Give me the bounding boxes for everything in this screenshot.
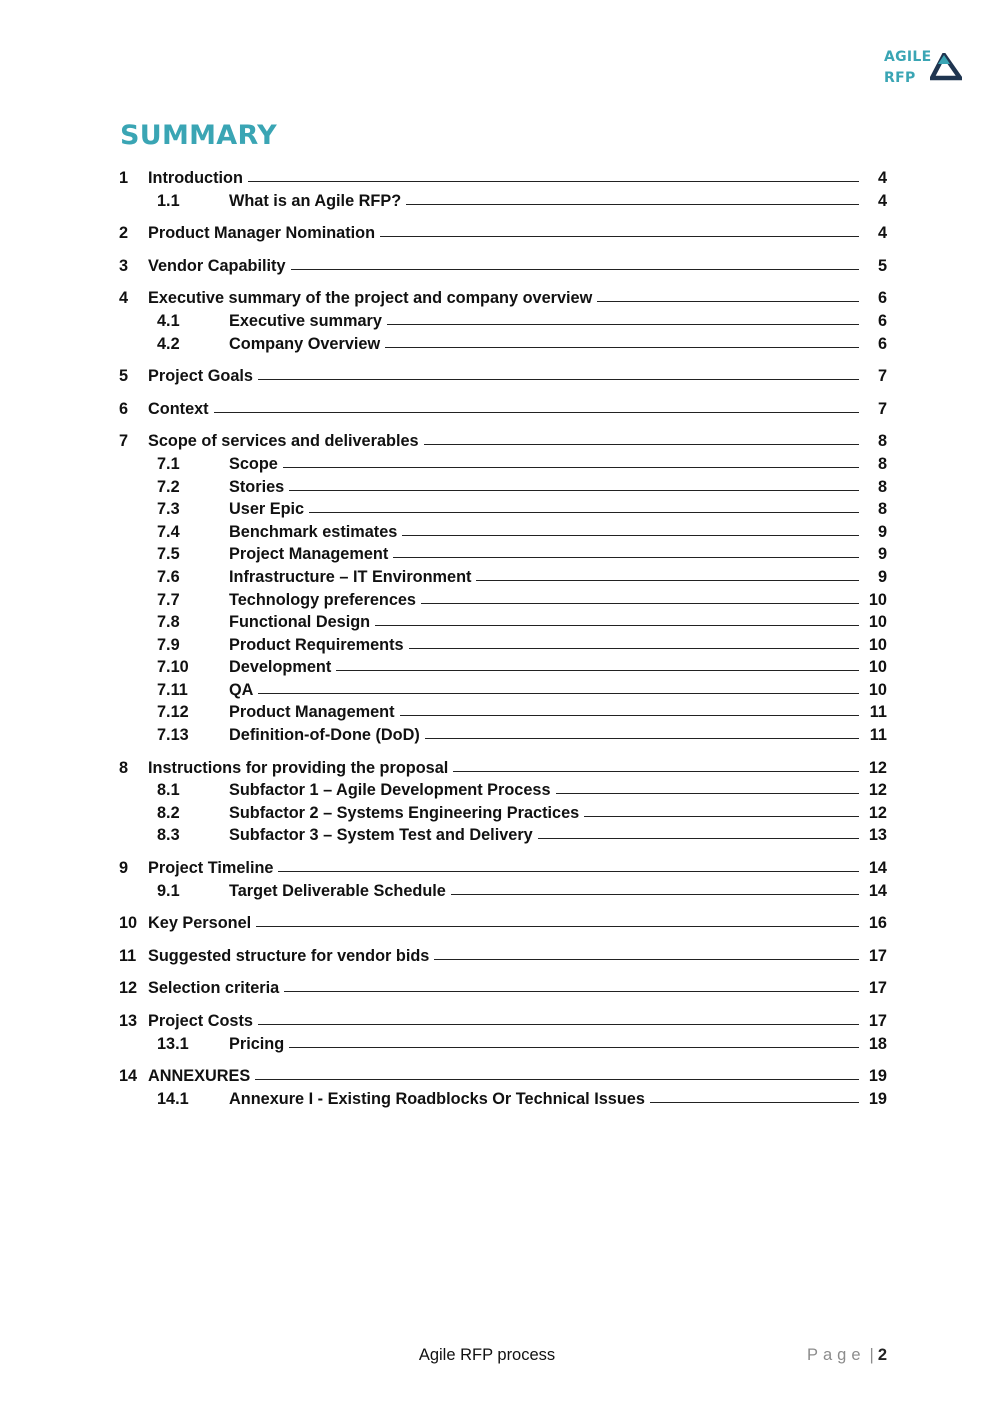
toc-leader-line	[584, 816, 859, 817]
toc-subentry[interactable]	[119, 476, 887, 499]
toc-entry-label: User Epic	[229, 500, 305, 519]
footer-document-title: Agile RFP process	[418, 1346, 556, 1364]
footer-page-number: 2	[877, 1346, 887, 1364]
toc-entry-label: Instructions for providing the proposal	[148, 758, 449, 777]
toc-entry-page: 12	[868, 781, 887, 800]
toc-entry-label: Selection criteria	[148, 979, 280, 998]
toc-leader-line	[400, 715, 859, 716]
toc-entry-page: 14	[868, 881, 887, 900]
toc-entry-number: 8.3	[157, 826, 180, 845]
toc-entry-label: Executive summary	[229, 311, 382, 330]
toc-entry-label: Functional Design	[229, 613, 371, 632]
toc-subentry[interactable]	[119, 453, 887, 476]
toc-leader-line	[650, 1102, 859, 1103]
toc-entry-label: Stories	[229, 477, 285, 496]
toc-entry-page: 4	[877, 224, 887, 243]
toc-entry-number: 7.11	[157, 680, 188, 699]
toc-entry-label: Subfactor 2 – Systems Engineering Practices	[229, 803, 580, 822]
toc-leader-line	[434, 959, 859, 960]
toc-entry-page: 13	[868, 826, 887, 845]
toc-subentry[interactable]	[119, 656, 887, 679]
toc-entry-number: 14.1	[157, 1089, 189, 1108]
toc-entry-label: Annexure I - Existing Roadblocks Or Technical Issues	[229, 1089, 645, 1108]
toc-entry-page: 8	[877, 432, 887, 451]
toc-subentry[interactable]	[119, 679, 887, 702]
toc-entry-label: Context	[148, 399, 209, 418]
toc-entry-number: 5	[119, 367, 129, 386]
toc-leader-line	[255, 1079, 859, 1080]
toc-entry[interactable]	[119, 365, 887, 388]
toc-leader-line	[476, 580, 859, 581]
toc-entry-label: Scope of services and deliverables	[148, 432, 419, 451]
toc-entry-page: 8	[877, 477, 887, 496]
toc-entry[interactable]	[119, 430, 887, 453]
toc-entry-label: Project Costs	[148, 1012, 253, 1030]
toc-entry-page: 4	[877, 191, 887, 210]
toc-entry-page: 18	[868, 1034, 887, 1053]
toc-entry[interactable]	[119, 255, 887, 278]
toc-subentry[interactable]	[119, 589, 887, 612]
toc-entry-number: 4	[119, 289, 129, 308]
toc-entry[interactable]	[119, 857, 887, 880]
toc-entry-label: Development	[229, 658, 332, 677]
page-footer	[0, 1346, 1005, 1370]
toc-entry-page: 4	[877, 169, 887, 187]
toc-entry-number: 14	[119, 1067, 138, 1086]
toc-entry-label: What is an Agile RFP?	[229, 191, 402, 210]
toc-leader-line	[214, 412, 859, 413]
toc-entry-label: Project Goals	[148, 367, 253, 386]
toc-entry[interactable]	[119, 757, 887, 780]
toc-leader-line	[406, 204, 859, 205]
toc-entry-number: 9.1	[157, 881, 180, 900]
toc-leader-line	[278, 871, 859, 872]
toc-entry-number: 6	[119, 399, 129, 418]
toc-subentry[interactable]	[119, 521, 887, 544]
toc-entry-label: Vendor Capability	[148, 256, 286, 275]
toc-leader-line	[556, 793, 859, 794]
toc-entry-number: 4.2	[157, 334, 180, 353]
toc-subentry[interactable]	[119, 880, 887, 903]
toc-leader-line	[597, 301, 859, 302]
toc-entry-label: Subfactor 3 – System Test and Delivery	[229, 826, 533, 845]
toc-leader-line	[291, 269, 859, 270]
toc-entry-page: 9	[877, 522, 887, 541]
toc-entry-page: 6	[877, 289, 887, 308]
toc-entry-label: Executive summary of the project and company overview	[148, 289, 593, 308]
toc-subentry[interactable]	[119, 802, 887, 825]
toc-entry-label: Scope	[229, 454, 278, 473]
toc-entry-page: 17	[868, 946, 887, 965]
toc-entry-number: 1	[119, 169, 129, 187]
toc-leader-line	[421, 603, 859, 604]
toc-entry[interactable]	[119, 167, 887, 190]
toc-entry-page: 10	[868, 635, 887, 654]
toc-entry-number: 7.5	[157, 545, 180, 564]
toc-leader-line	[380, 236, 859, 237]
brand-logo-text	[884, 47, 932, 89]
toc-entry-number: 9	[119, 859, 129, 878]
toc-entry-number: 7.9	[157, 635, 180, 654]
toc-subentry[interactable]	[119, 724, 887, 747]
toc-subentry[interactable]	[119, 701, 887, 724]
toc-leader-line	[409, 648, 859, 649]
toc-entry-page: 19	[868, 1089, 887, 1108]
brand-logo-line1: AGILE	[884, 49, 932, 65]
toc-entry-page: 12	[868, 758, 887, 777]
toc-entry-page: 5	[877, 256, 887, 275]
toc-subentry[interactable]	[119, 634, 887, 657]
toc-entry[interactable]	[119, 1010, 887, 1033]
toc-entry-number: 11	[119, 946, 137, 965]
toc-entry-page: 10	[868, 680, 887, 699]
toc-entry[interactable]	[119, 945, 887, 968]
toc-leader-line	[387, 324, 859, 325]
toc-entry-number: 7.3	[157, 500, 180, 519]
toc-entry-number: 7	[119, 432, 129, 451]
toc-entry-number: 8.2	[157, 803, 180, 822]
toc-entry-number: 7.7	[157, 590, 180, 609]
toc-subentry[interactable]	[119, 779, 887, 802]
toc-entry[interactable]	[119, 398, 887, 421]
toc-entry-page: 7	[877, 367, 887, 386]
toc-entry-number: 1.1	[157, 191, 180, 210]
toc-entry-number: 3	[119, 256, 129, 275]
toc-leader-line	[402, 535, 859, 536]
toc-entry-page: 19	[868, 1067, 887, 1086]
toc-entry-number: 7.6	[157, 567, 180, 586]
toc-entry-number: 13.1	[157, 1034, 189, 1053]
toc-leader-line	[336, 670, 859, 671]
toc-entry-label: Technology preferences	[229, 590, 416, 609]
toc-subentry[interactable]	[119, 543, 887, 566]
table-of-contents	[119, 167, 887, 1110]
toc-leader-line	[284, 991, 859, 992]
toc-entry-label: Infrastructure – IT Environment	[229, 567, 472, 586]
toc-entry-label: Project Timeline	[148, 859, 274, 878]
toc-entry-page: 14	[868, 859, 887, 878]
toc-entry-page: 9	[877, 545, 887, 564]
toc-leader-line	[289, 490, 859, 491]
toc-leader-line	[248, 181, 859, 182]
brand-logo	[884, 47, 964, 91]
toc-entry-number: 8.1	[157, 781, 180, 800]
toc-leader-line	[283, 467, 859, 468]
toc-entry-label: Subfactor 1 – Agile Development Process	[229, 781, 551, 800]
toc-entry[interactable]	[119, 977, 887, 1000]
toc-subentry[interactable]	[119, 566, 887, 589]
toc-entry-page: 16	[868, 914, 887, 933]
toc-entry-label: Definition-of-Done (DoD)	[229, 726, 420, 745]
toc-entry-label: Key Personel	[148, 914, 252, 933]
toc-entry[interactable]	[119, 912, 887, 935]
toc-entry-label: Benchmark estimates	[229, 522, 398, 541]
toc-leader-line	[451, 894, 859, 895]
footer-page-indicator	[807, 1346, 887, 1365]
toc-entry-number: 7.8	[157, 613, 180, 632]
toc-entry-label: Pricing	[229, 1034, 285, 1053]
brand-logo-line2: RFP	[884, 70, 916, 86]
toc-leader-line	[425, 738, 859, 739]
toc-leader-line	[256, 926, 859, 927]
toc-entry-page: 6	[877, 311, 887, 330]
toc-entry-label: Product Management	[229, 703, 395, 722]
toc-entry-number: 7.10	[157, 658, 189, 677]
toc-entry-label: Project Management	[229, 545, 389, 564]
toc-entry-page: 11	[869, 703, 887, 722]
toc-entry-number: 7.4	[157, 522, 180, 541]
toc-entry[interactable]	[119, 222, 887, 245]
toc-leader-line	[385, 347, 859, 348]
toc-subentry[interactable]	[119, 1088, 887, 1111]
toc-leader-line	[375, 625, 859, 626]
toc-entry-page: 11	[869, 726, 887, 745]
toc-entry-page: 10	[868, 590, 887, 609]
toc-leader-line	[258, 1024, 859, 1025]
toc-entry[interactable]	[119, 1065, 887, 1088]
toc-leader-line	[258, 693, 859, 694]
toc-entry-label: QA	[229, 680, 254, 699]
page-title: SUMMARY	[120, 120, 277, 151]
toc-leader-line	[289, 1047, 859, 1048]
toc-entry-label: Product Manager Nomination	[148, 224, 376, 243]
toc-entry[interactable]	[119, 287, 887, 310]
toc-subentry[interactable]	[119, 1033, 887, 1056]
toc-leader-line	[424, 444, 859, 445]
toc-entry-page: 17	[868, 979, 887, 998]
toc-entry-page: 7	[877, 399, 887, 418]
toc-entry-page: 8	[877, 500, 887, 519]
toc-leader-line	[258, 379, 859, 380]
toc-entry-number: 7.13	[157, 726, 189, 745]
toc-subentry[interactable]	[119, 824, 887, 847]
toc-entry-number: 13	[119, 1012, 138, 1030]
toc-entry-number: 7.1	[157, 454, 180, 473]
toc-entry-page: 6	[877, 334, 887, 353]
toc-leader-line	[393, 557, 859, 558]
toc-subentry[interactable]	[119, 190, 887, 213]
toc-entry-label: Product Requirements	[229, 635, 404, 654]
footer-page-word: Page	[806, 1346, 866, 1364]
toc-subentry[interactable]	[119, 611, 887, 634]
toc-entry-label: Company Overview	[229, 334, 381, 353]
toc-entry-number: 7.12	[157, 703, 189, 722]
toc-entry-page: 8	[877, 454, 887, 473]
toc-entry-label: Suggested structure for vendor bids	[148, 946, 430, 965]
toc-subentry[interactable]	[119, 333, 887, 356]
triangle-logo-icon	[930, 53, 962, 81]
toc-entry-number: 12	[119, 979, 138, 998]
toc-entry-page: 9	[877, 567, 887, 586]
toc-entry-number: 4.1	[157, 311, 180, 330]
toc-entry-page: 17	[868, 1012, 887, 1030]
toc-entry-label: Target Deliverable Schedule	[229, 881, 446, 900]
toc-entry-label: ANNEXURES	[148, 1067, 251, 1086]
footer-separator: |	[869, 1346, 874, 1364]
toc-entry-page: 10	[868, 658, 887, 677]
toc-leader-line	[453, 771, 859, 772]
toc-entry-number: 10	[119, 914, 138, 933]
toc-entry-page: 10	[868, 613, 887, 632]
toc-subentry[interactable]	[119, 310, 887, 333]
toc-entry-page: 12	[868, 803, 887, 822]
toc-entry-number: 7.2	[157, 477, 180, 496]
toc-entry-number: 2	[119, 224, 129, 243]
toc-leader-line	[538, 838, 859, 839]
toc-entry-number: 8	[119, 758, 129, 777]
toc-subentry[interactable]	[119, 498, 887, 521]
toc-leader-line	[309, 512, 859, 513]
toc-entry-label: Introduction	[148, 169, 243, 187]
